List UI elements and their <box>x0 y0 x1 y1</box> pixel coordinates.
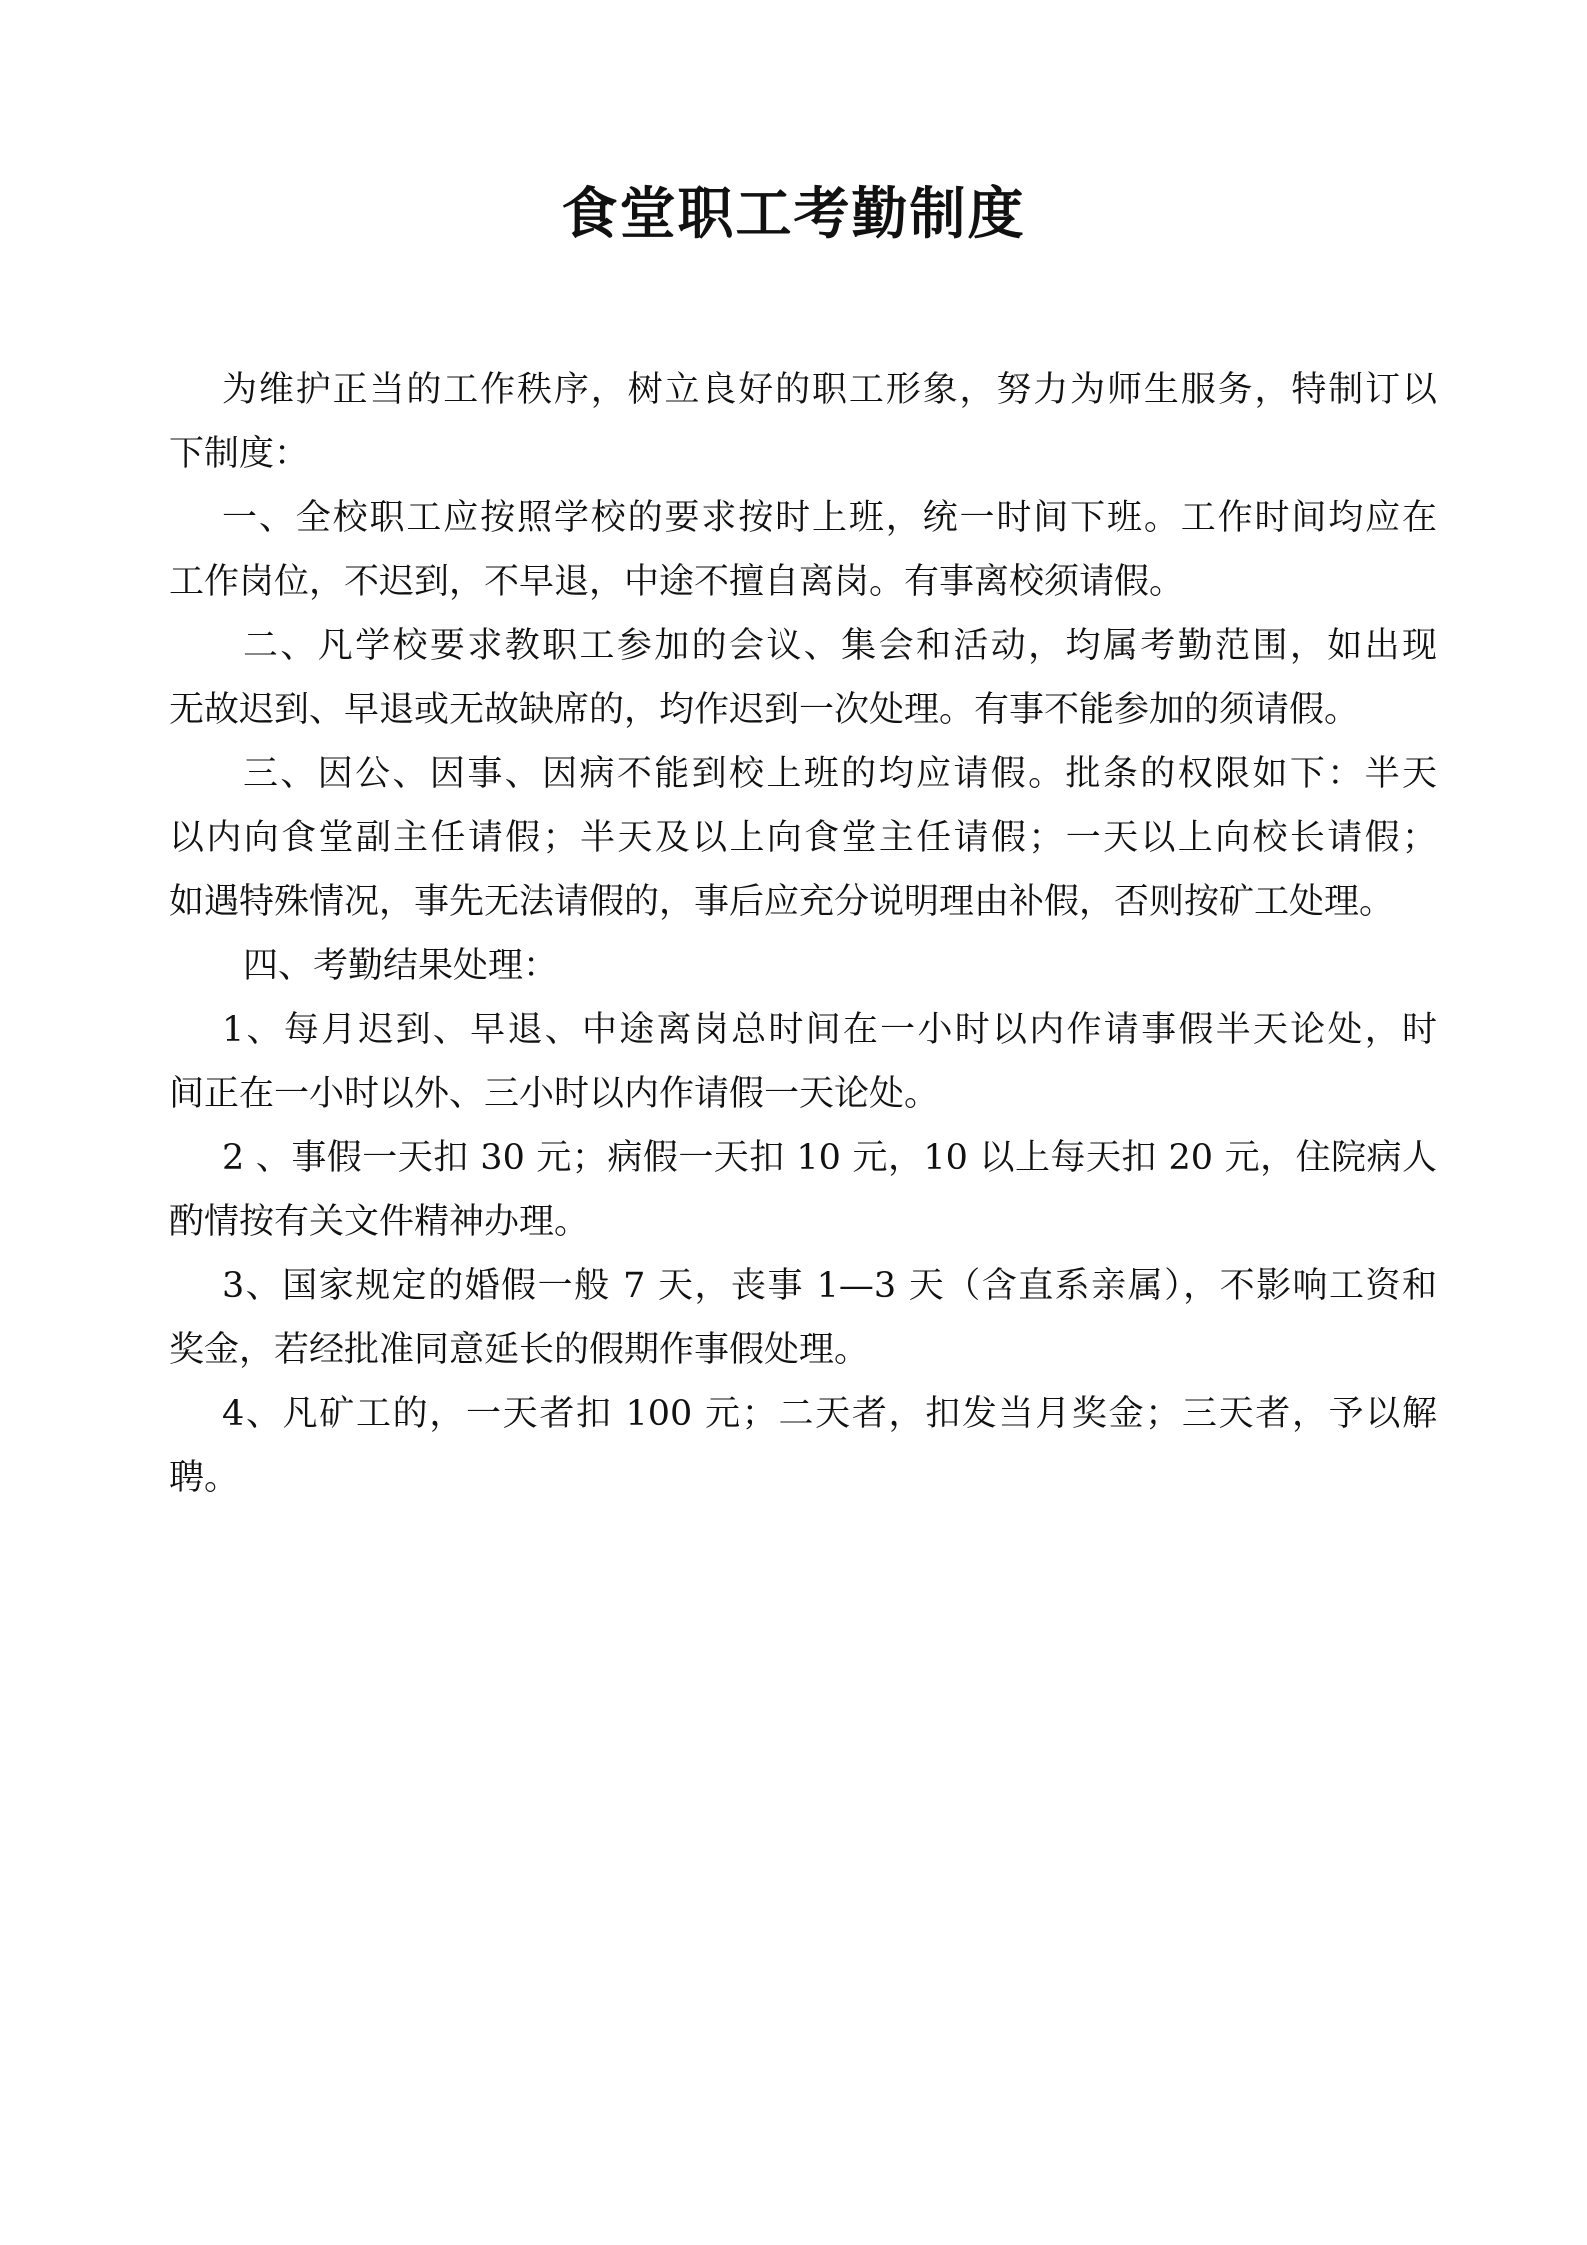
text-line: 2 、事假一天扣 30 元；病假一天扣 10 元，10 以上每天扣 20 元，住院病人 <box>222 1138 1437 1178</box>
text-line: 奖金，若经批准同意延长的假期作事假处理。 <box>169 1330 870 1370</box>
item-1-paragraph <box>169 998 1437 1126</box>
item-3-paragraph <box>169 1254 1437 1382</box>
text-line: 4、凡矿工的，一天者扣 100 元；二天者，扣发当月奖金；三天者，予以解 <box>222 1394 1437 1434</box>
clause-3-paragraph <box>169 742 1437 934</box>
text-line: 无故迟到、早退或无故缺席的，均作迟到一次处理。有事不能参加的须请假。 <box>169 690 1360 730</box>
text-line: 聘。 <box>169 1458 240 1498</box>
text-line: 间正在一小时以外、三小时以内作请假一天论处。 <box>169 1074 940 1114</box>
text-line: 如遇特殊情况，事先无法请假的，事后应充分说明理由补假，否则按矿工处理。 <box>169 882 1395 922</box>
text-line: 三、因公、因事、因病不能到校上班的均应请假。批条的权限如下：半天 <box>243 754 1437 794</box>
clause-4-heading <box>169 934 1437 998</box>
clause-1-paragraph <box>169 486 1437 614</box>
item-4-paragraph <box>169 1382 1437 1510</box>
document-title: 食堂职工考勤制度 <box>561 181 1026 247</box>
text-line: 下制度： <box>169 434 310 474</box>
document-body <box>169 358 1437 1510</box>
text-line: 酌情按有关文件精神办理。 <box>169 1202 590 1242</box>
text-line: 四、考勤结果处理： <box>243 946 559 986</box>
text-line: 1、每月迟到、早退、中途离岗总时间在一小时以内作请事假半天论处，时 <box>222 1010 1437 1050</box>
clause-2-paragraph <box>169 614 1437 742</box>
item-2-paragraph <box>169 1126 1437 1254</box>
text-line: 二、凡学校要求教职工参加的会议、集会和活动，均属考勤范围，如出现 <box>243 626 1437 666</box>
intro-paragraph <box>169 358 1437 486</box>
text-line: 工作岗位，不迟到，不早退，中途不擅自离岗。有事离校须请假。 <box>169 562 1185 602</box>
text-line: 为维护正当的工作秩序，树立良好的职工形象，努力为师生服务，特制订以 <box>222 370 1437 410</box>
text-line: 一、全校职工应按照学校的要求按时上班，统一时间下班。工作时间均应在 <box>222 498 1437 538</box>
text-line: 3、国家规定的婚假一般 7 天，丧事 1—3 天（含直系亲属），不影响工资和 <box>222 1266 1437 1306</box>
text-line: 以内向食堂副主任请假；半天及以上向食堂主任请假；一天以上向校长请假； <box>169 818 1437 858</box>
